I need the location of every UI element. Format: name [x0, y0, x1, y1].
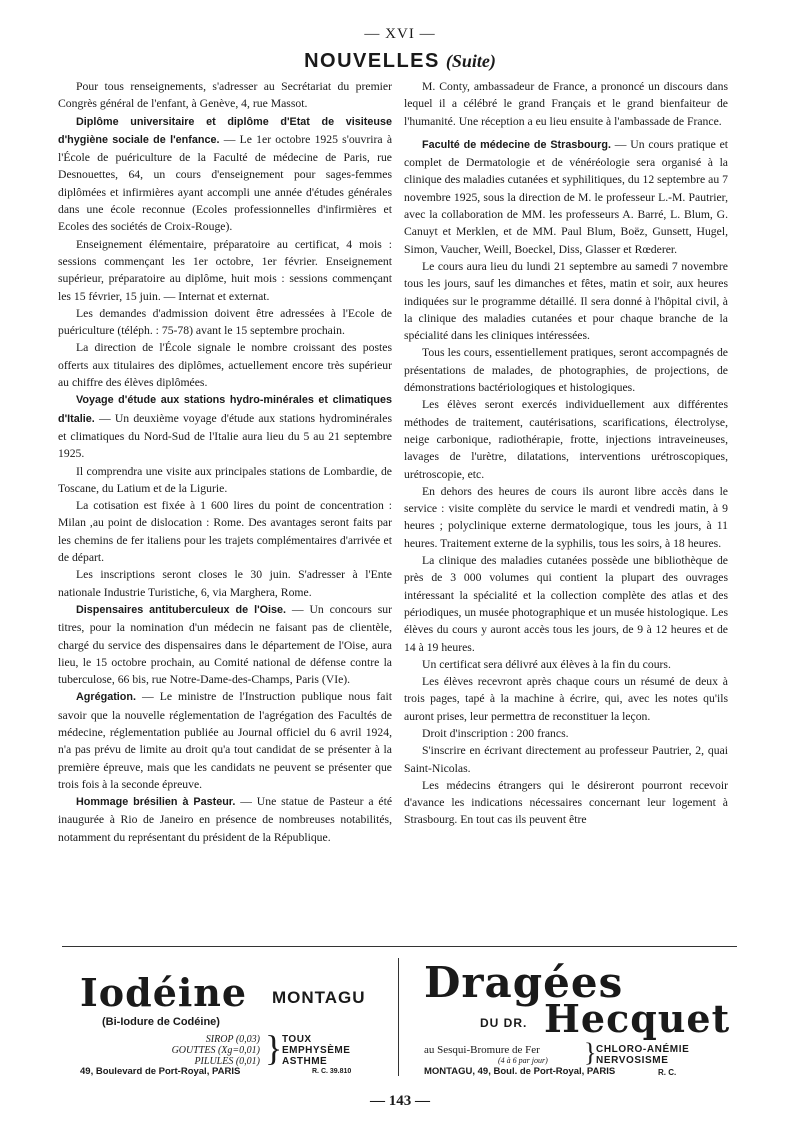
paragraph: Diplôme universitaire et diplôme d'Etat de visiteuse d'hygiène sociale de l'enfance. — Le 1er octobre 1925 s'ouvrira à l'École de puériculture de la Faculté de médecine de Paris, rue Desnouettes, 64, un cours d'enseignement pour sages-femmes diplômées et infirmières ayant accompli une année d'études générales dans une école reconnue (Ecoles professionnelles d'infirmières et Ecoles des sociétés de Croix-Rouge).	[58, 115, 393, 234]
brace-icon: }	[584, 1038, 597, 1067]
paragraph: Voyage d'étude aux stations hydro-minérales et climatiques d'Italie. — Un deuxième voyage d'étude aux stations hydrominérales et climatiques du Nord-Sud de l'Italie aura lieu du 5 au 21 septembre 1925.	[58, 394, 392, 461]
ad-registration: R. C.	[658, 1068, 677, 1077]
paragraph: La clinique des maladies cutanées possède une bibliothèque de près de 3 000 volumes qui contient la plupart des ouvrages intéressant la spécialité et la collection complète des atlas et des périodiques, un musée photographique et un musée histologique. Les élèves du cours y auront accès tous les jours, de 9 à 12 heures et de 14 à 19 heures.	[404, 554, 728, 654]
paragraph: M. Conty, ambassadeur de France, a prononcé un discours dans lequel il a célébré le grand Français et le grand bienfaiteur de l'humanité. Une réception a eu lieu ensuite à l'ambassade de France.	[404, 80, 728, 128]
paragraph: Les demandes d'admission doivent être adressées à l'Ecole de puériculture (téléph. : 75-78) avant le 15 septembre prochain.	[58, 306, 392, 338]
ad-brand-name: Hecquet	[544, 996, 731, 1041]
paragraph-heading: Agrégation.	[76, 691, 136, 704]
paragraph: Les médecins étrangers qui le désireront pourront recevoir d'avance les indications nécessaires concernant leur logement à Strasbourg. En tout cas ils peuvent être	[404, 778, 728, 827]
paragraph: Agrégation. — Le ministre de l'Instruction publique nous fait savoir que la nouvelle réglementation de l'agrégation des Facultés de médecine, réglementation publiée au Journal officiel du 6 avril 1924, n'a pas prévu de limite au droit qu'a tout candidat de se présenter à la première épreuve, mais que les candidats ne peuvent se présenter que trois fois à la seconde épreuve.	[58, 690, 392, 791]
paragraph: Les inscriptions seront closes le 30 juin. S'adresser à l'Ente nationale Industrie Turistiche, 6, via Marghera, Rome.	[58, 568, 392, 599]
paragraph: Hommage brésilien à Pasteur. — Une statue de Pasteur a été inaugurée à Rio de Janeiro en présence de nombreuses notabilités, notamment du représentant du président de la République.	[58, 795, 393, 844]
ad-dose: (4 à 6 par jour)	[498, 1056, 548, 1065]
paragraph: Il comprendra une visite aux principales stations de Lombardie, de Toscane, du Latium et de la Ligurie.	[58, 464, 392, 495]
ad-brand: Iodéine	[80, 970, 248, 1015]
ad-subtitle: (Bi-Iodure de Codéine)	[102, 1016, 220, 1028]
paragraph: Enseignement élémentaire, préparatoire au certificat, 4 mois : sessions commençant les 1er octobre, 1er février. Enseignement supérieur, préparatoire au diplôme, huit mois : sessions commençant les 15 février, 15 juin. — Internat et externat.	[58, 237, 392, 303]
section-title: NOUVELLES	[304, 50, 440, 72]
paragraph-heading: Faculté de médecine de Strasbourg.	[422, 138, 611, 151]
ad-separator-line	[62, 946, 737, 947]
paragraph-heading: Dispensaires antituberculeux de l'Oise.	[76, 603, 287, 616]
paragraph: Droit d'inscription : 200 francs.	[422, 726, 569, 740]
left-column	[58, 78, 392, 846]
paragraph-heading: Diplôme universitaire et diplôme d'Etat de visiteuse d'hygiène sociale de l'enfance.	[58, 115, 392, 146]
paragraph: Faculté de médecine de Strasbourg. — Un cours pratique et complet de Dermatologie et de vénéréologie sera organisé à la clinique des maladies cutanées et syphilitiques, du 12 septembre au 7 novembre 1925, sous la direction de M. le professeur L.-M. Pautrier, avec la collaboration de MM. les professeurs A. Barré, L. Blum, G. Canuyt et Merklen, et de MM. Paul Blum, Boëz, Gunsett, Hugel, Simon, Vaucher, Weill, Boeckel, Diss, Glasser et Rœderer.	[404, 137, 729, 256]
ad-divider	[398, 958, 399, 1076]
paragraph: La cotisation est fixée à 1 600 lires du point de concentration : Milan ,au point de dislocation : Rome. Des avantages seront faits par les chemins de fer italiens pour les trajets complémentaires d'arrivée et de départ.	[58, 499, 392, 565]
iodeine-advertisement	[62, 958, 392, 1078]
paragraph-heading: Hommage brésilien à Pasteur.	[76, 796, 236, 809]
ad-du-dr: DU DR.	[480, 1016, 528, 1030]
dragees-hecquet-advertisement	[408, 958, 738, 1078]
ad-brand: Dragées	[424, 958, 624, 1007]
ad-address: MONTAGU, 49, Boul. de Port-Royal, PARIS	[424, 1066, 616, 1077]
ad-maker: MONTAGU	[272, 988, 366, 1007]
bottom-page-number: — 143 —	[370, 1093, 430, 1109]
paragraph: Les élèves seront exercés individuellement aux différentes méthodes de traitement, cautérisations, scarifications, électrolyse, neige carbonique, radiothérapie, frotte, injections intraveineuses, lavages de l'urètre, dilatations, interventions urétroscopiques, urétroscopie, etc.	[404, 398, 728, 481]
paragraph: Tous les cours, essentiellement pratiques, seront accompagnés de présentations de malades, de photographies, de projections, de démonstrations bactériologiques et histologiques.	[404, 346, 728, 395]
paragraph: S'inscrire en écrivant directement au professeur Pautrier, 2, quai Saint-Nicolas.	[404, 744, 728, 775]
paragraph: En dehors des heures de cours ils auront libre accès dans le service : visite complète du service le mardi et vendredi matin, à 9 heures ; polyclinique externe dermatologique, tous les jours, à 11 heures. Traitement externe de la syphilis, tous les soirs, à 18 heures.	[404, 484, 728, 550]
paragraph-heading: Voyage d'étude aux stations hydro-minérales et climatiques d'Italie.	[58, 394, 392, 425]
top-page-number: — XVI —	[364, 26, 436, 42]
section-title-suffix: (Suite)	[445, 51, 496, 71]
paragraph: Les élèves recevront après chaque cours un résumé de deux à trois pages, tapé à la machine à écrire, qui, avec les notes qu'ils auront prises, leur permettra de reconstituer la leçon.	[404, 675, 728, 723]
paragraph: Le cours aura lieu du lundi 21 septembre au samedi 7 novembre tous les jours, sauf les dimanches et fêtes, matin et soir, aux heures indiquées sur le programme détaillé. Il sera donné à l'hôpital civil, à la clinique des maladies cutanées et pour chaque branche de la spécialité dans les cliniques intéressées.	[404, 259, 728, 343]
paragraph: Un certificat sera délivré aux élèves à la fin du cours.	[422, 657, 671, 671]
paragraph: Pour tous renseignements, s'adresser au Secrétariat du premier Congrès général de l'enfant, à Genève, 4, rue Massot.	[58, 80, 392, 111]
ad-composition: au Sesqui-Bromure de Fer	[424, 1044, 540, 1056]
section-header	[0, 50, 800, 73]
right-column	[404, 78, 728, 829]
ad-indications: CHLORO-ANÉMIE NERVOSISME	[596, 1044, 690, 1066]
ad-registration: R. C. 39.810	[312, 1068, 352, 1075]
ad-address: 49, Boulevard de Port-Royal, PARIS	[80, 1066, 241, 1077]
paragraph: Dispensaires antituberculeux de l'Oise. — Un concours sur titres, pour la nomination d'un médecin ne faisant pas de clientèle, chargé du service des dispensaires dans le département de l'Oise, aura lieu, le 15 octobre prochain, au Comité national de défense contre la tuberculose, 66 bis, rue Notre-Dame-des-Champs, Paris (VIe).	[58, 602, 392, 687]
brace-icon: }	[265, 1028, 283, 1068]
ad-indications: TOUX EMPHYSÈME ASTHME	[282, 1034, 351, 1067]
ad-forms: SIROP (0,03) GOUTTES (Xg=0,01) PILULES (0,01)	[171, 1034, 260, 1067]
paragraph: La direction de l'École signale le nombre croissant des postes offerts aux titulaires des diplômes, actuellement encore très supérieur au chiffre des élèves diplômées.	[58, 341, 392, 390]
